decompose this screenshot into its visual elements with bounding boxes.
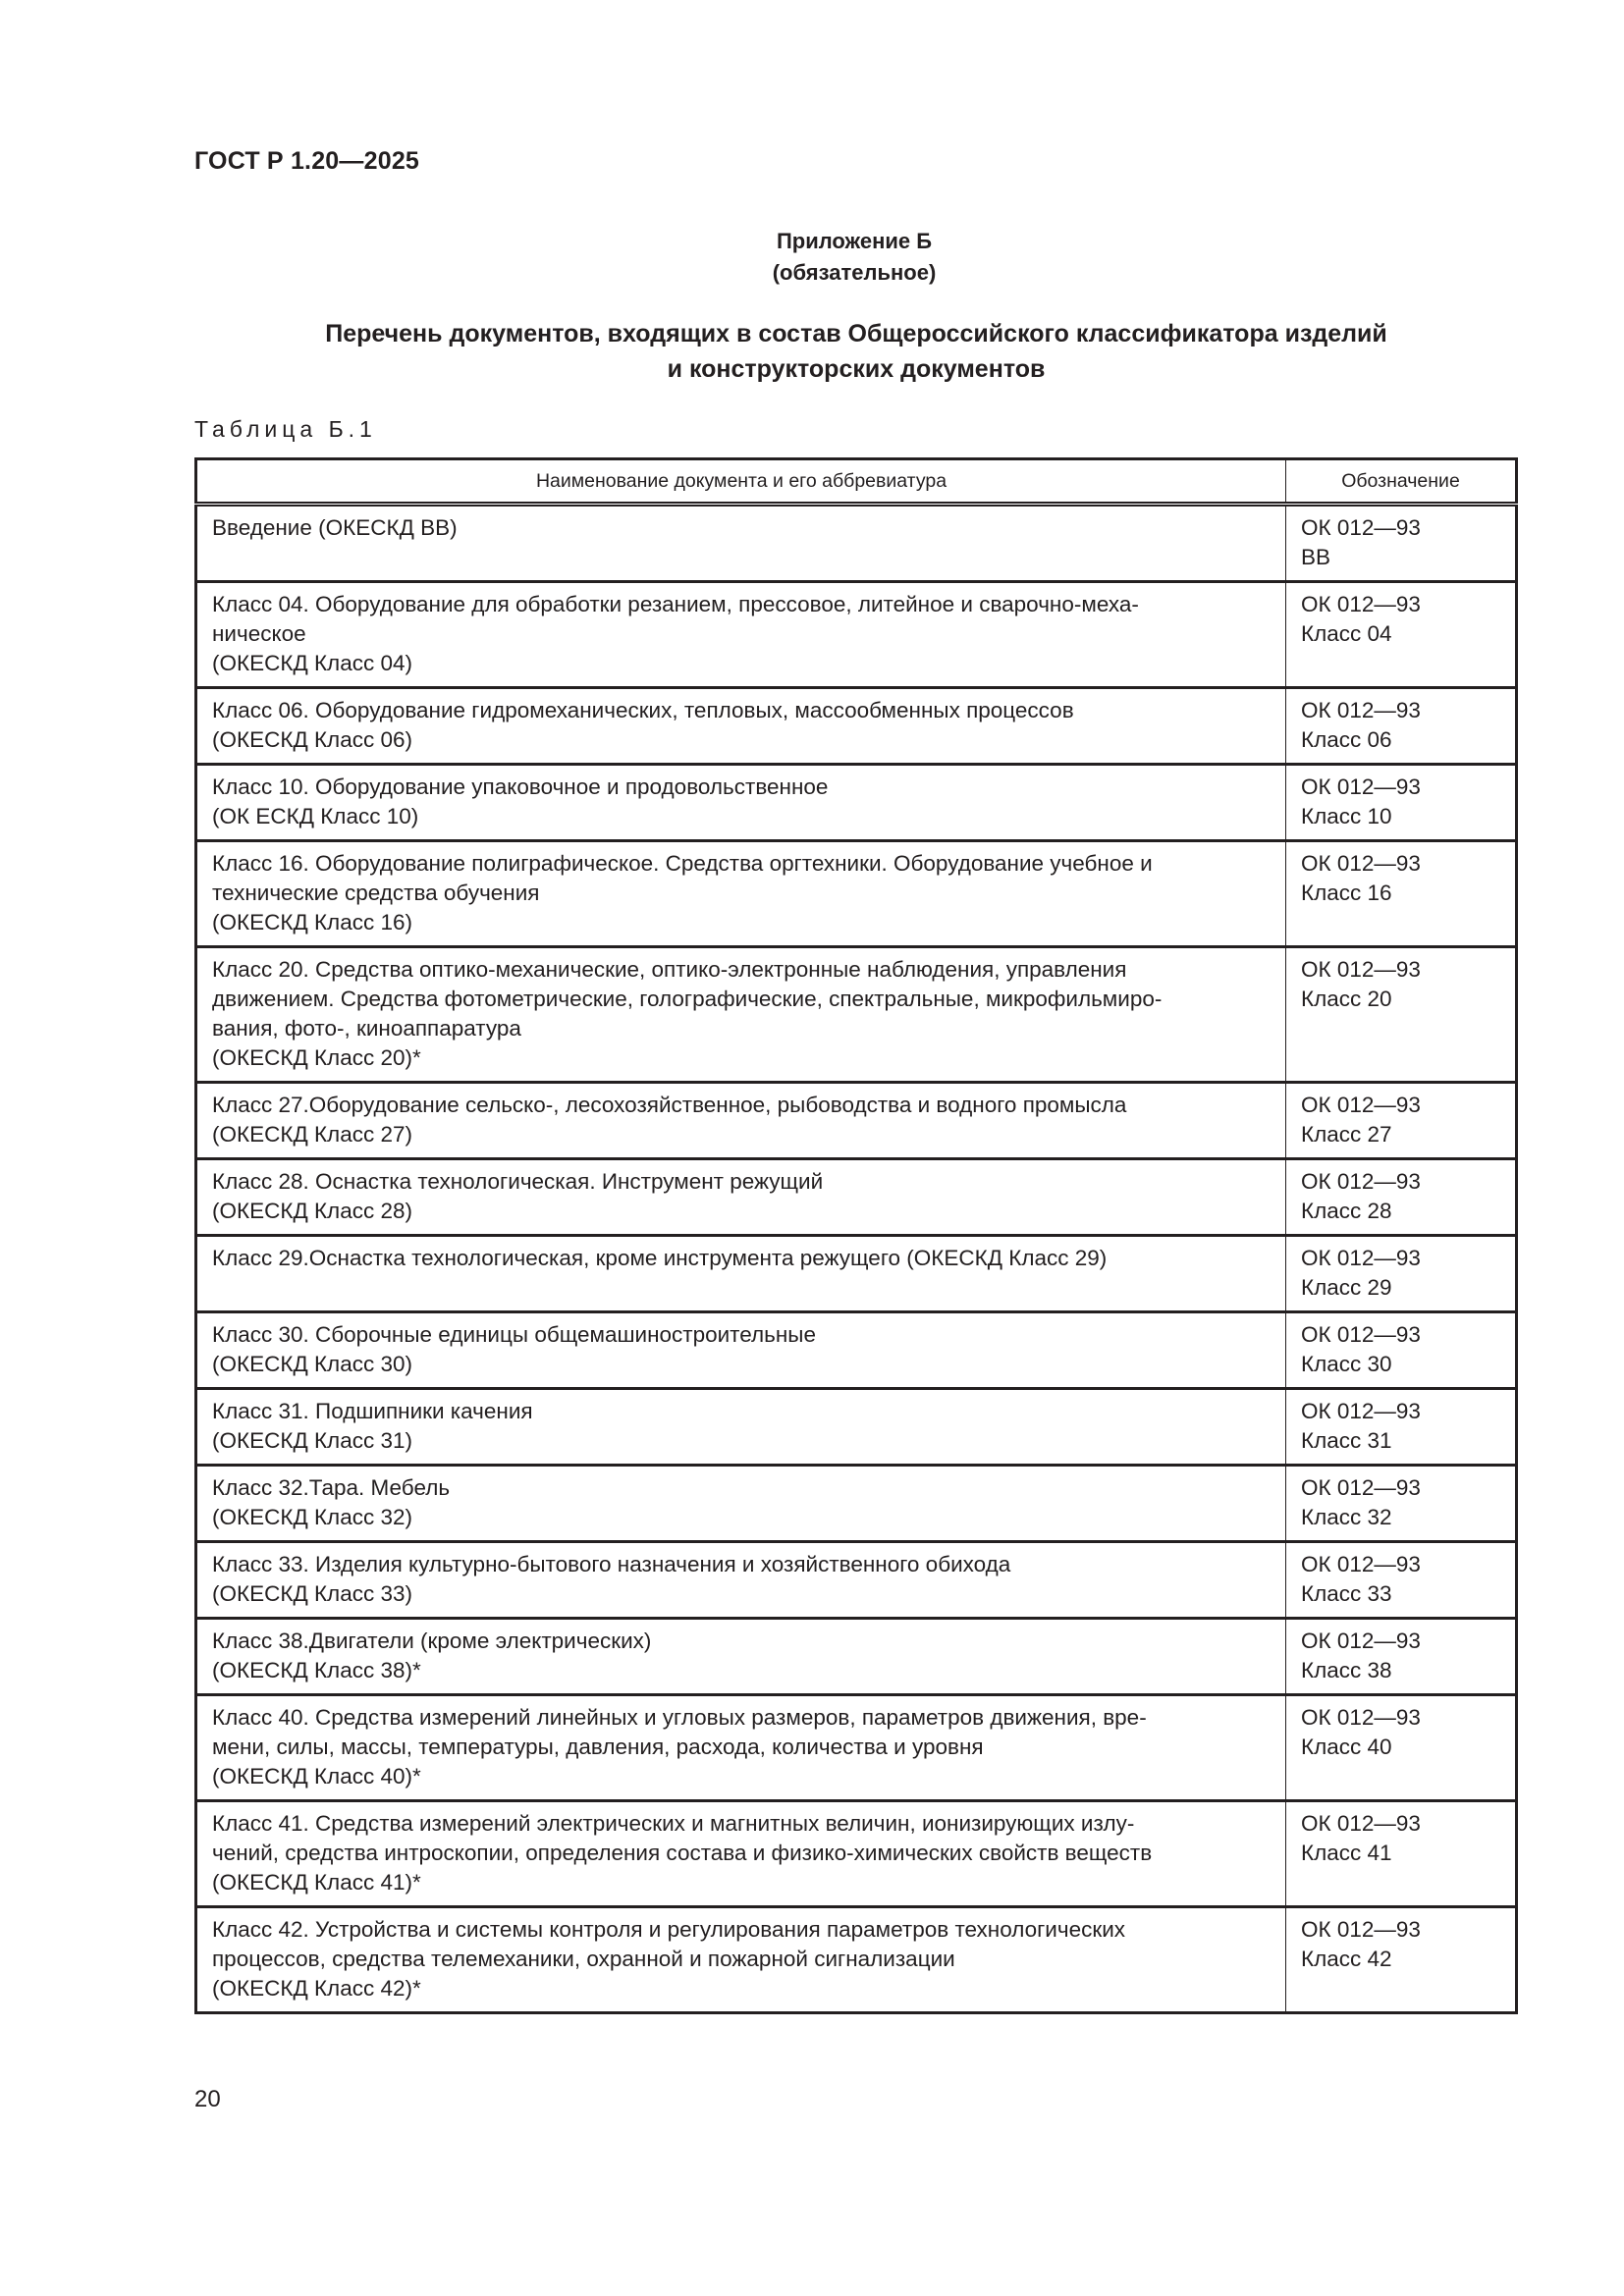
document-id: ГОСТ Р 1.20—2025 (194, 147, 420, 175)
document-name-line: Класс 40. Средства измерений линейных и угловых размеров, параметров движения, вре- (212, 1705, 1147, 1730)
designation-line: ОК 012—93 (1301, 592, 1421, 616)
document-name-cell (196, 1159, 1286, 1236)
document-name-line: мени, силы, массы, температуры, давления, расхода, количества и уровня (212, 1735, 984, 1759)
designation-line: ВВ (1301, 545, 1331, 569)
document-name-line: (ОКЕСКД Класс 16) (212, 910, 412, 934)
document-name-line: Класс 06. Оборудование гидромеханических, тепловых, массообменных процессов (212, 698, 1074, 722)
designation-line: ОК 012—93 (1301, 1169, 1421, 1194)
designation-line: ОК 012—93 (1301, 957, 1421, 982)
designation-line: ОК 012—93 (1301, 1629, 1421, 1653)
designation-line: ОК 012—93 (1301, 1811, 1421, 1836)
table-row (196, 1801, 1517, 1907)
table-row (196, 582, 1517, 688)
designation-line: Класс 41 (1301, 1841, 1392, 1865)
document-name-line: движением. Средства фотометрические, голографические, спектральные, микрофильмиро- (212, 987, 1163, 1011)
document-name-line: Класс 30. Сборочные единицы общемашиностроительные (212, 1322, 816, 1347)
document-name-cell (196, 1695, 1286, 1801)
column-header-name: Наименование документа и его аббревиатура (196, 459, 1286, 505)
document-name-cell (196, 1619, 1286, 1695)
title-line-1: Перечень документов, входящих в состав Общероссийского классификатора изделий (325, 320, 1387, 347)
table-row (196, 1236, 1517, 1312)
designation-cell (1286, 1619, 1517, 1695)
documents-table (194, 457, 1518, 2014)
document-name-line: (ОКЕСКД Класс 38)* (212, 1658, 421, 1682)
table-row (196, 1619, 1517, 1695)
designation-cell (1286, 1236, 1517, 1312)
designation-line: Класс 10 (1301, 804, 1392, 828)
document-name-line: (ОКЕСКД Класс 28) (212, 1199, 412, 1223)
designation-cell (1286, 688, 1517, 765)
document-name-cell (196, 841, 1286, 947)
document-name-cell (196, 765, 1286, 841)
designation-cell (1286, 1083, 1517, 1159)
designation-line: Класс 38 (1301, 1658, 1392, 1682)
table-row (196, 947, 1517, 1083)
document-name-line: (ОКЕСКД Класс 32) (212, 1505, 412, 1529)
document-name-cell (196, 1236, 1286, 1312)
designation-line: Класс 28 (1301, 1199, 1392, 1223)
document-name-line: Класс 38.Двигатели (кроме электрических) (212, 1629, 652, 1653)
table-row (196, 505, 1517, 582)
designation-line: ОК 012—93 (1301, 1705, 1421, 1730)
document-name-cell (196, 1801, 1286, 1907)
document-name-line: Класс 20. Средства оптико-механические, оптико-электронные наблюдения, управления (212, 957, 1127, 982)
designation-line: Класс 30 (1301, 1352, 1392, 1376)
designation-line: Класс 31 (1301, 1428, 1392, 1453)
table-body (196, 505, 1517, 2013)
page-number: 20 (194, 2086, 221, 2112)
designation-line: ОК 012—93 (1301, 1552, 1421, 1576)
document-name-line: Класс 33. Изделия культурно-бытового назначения и хозяйственного обихода (212, 1552, 1011, 1576)
document-name-line: Класс 32.Тара. Мебель (212, 1475, 451, 1500)
table-header-row (196, 459, 1517, 505)
table-row (196, 1907, 1517, 2013)
appendix-label: Приложение Б (776, 229, 933, 253)
document-name-line: Введение (ОКЕСКД ВВ) (212, 515, 458, 540)
document-name-line: чений, средства интроскопии, определения состава и физико-химических свойств веществ (212, 1841, 1153, 1865)
designation-line: Класс 29 (1301, 1275, 1392, 1300)
table-row (196, 1159, 1517, 1236)
document-name-line: технические средства обучения (212, 881, 540, 905)
table-row (196, 1083, 1517, 1159)
document-name-line: (ОКЕСКД Класс 41)* (212, 1870, 421, 1895)
designation-line: ОК 012—93 (1301, 1322, 1421, 1347)
document-name-line: (ОКЕСКД Класс 27) (212, 1122, 412, 1147)
appendix-heading (0, 226, 1624, 289)
document-name-line: (ОКЕСКД Класс 42)* (212, 1976, 421, 2001)
table-row (196, 1695, 1517, 1801)
title-line-2: и конструкторских документов (667, 355, 1046, 383)
table-row (196, 765, 1517, 841)
document-name-line: Класс 42. Устройства и системы контроля и регулирования параметров технологических (212, 1917, 1126, 1942)
designation-cell (1286, 947, 1517, 1083)
designation-line: ОК 012—93 (1301, 515, 1421, 540)
document-name-cell (196, 1083, 1286, 1159)
document-name-line: вания, фото-, киноаппаратура (212, 1016, 521, 1041)
designation-line: Класс 27 (1301, 1122, 1392, 1147)
designation-line: Класс 33 (1301, 1581, 1392, 1606)
document-name-line: Класс 28. Оснастка технологическая. Инструмент режущий (212, 1169, 824, 1194)
document-name-cell (196, 505, 1286, 582)
document-name-cell (196, 1466, 1286, 1542)
document-name-line: (ОКЕСКД Класс 40)* (212, 1764, 421, 1789)
document-name-cell (196, 1542, 1286, 1619)
document-name-line: Класс 04. Оборудование для обработки резанием, прессовое, литейное и сварочно-меха- (212, 592, 1139, 616)
designation-line: Класс 20 (1301, 987, 1392, 1011)
designation-line: ОК 012—93 (1301, 851, 1421, 876)
table-row (196, 688, 1517, 765)
designation-line: ОК 012—93 (1301, 1246, 1421, 1270)
document-name-cell (196, 688, 1286, 765)
document-name-line: (ОКЕСКД Класс 31) (212, 1428, 412, 1453)
designation-cell (1286, 1907, 1517, 2013)
document-name-cell (196, 1907, 1286, 2013)
document-name-line: (ОКЕСКД Класс 20)* (212, 1045, 421, 1070)
designation-line: Класс 32 (1301, 1505, 1392, 1529)
designation-line: Класс 40 (1301, 1735, 1392, 1759)
document-name-line: (ОК ЕСКД Класс 10) (212, 804, 419, 828)
column-header-code: Обозначение (1286, 459, 1517, 505)
designation-line: Класс 06 (1301, 727, 1392, 752)
document-name-line: Класс 10. Оборудование упаковочное и продовольственное (212, 774, 829, 799)
designation-cell (1286, 505, 1517, 582)
designation-line: Класс 16 (1301, 881, 1392, 905)
designation-line: Класс 04 (1301, 621, 1392, 646)
section-title (194, 316, 1518, 387)
designation-line: ОК 012—93 (1301, 1917, 1421, 1942)
designation-line: ОК 012—93 (1301, 698, 1421, 722)
document-name-line: Класс 29.Оснастка технологическая, кроме инструмента режущего (ОКЕСКД Класс 29) (212, 1246, 1108, 1270)
designation-cell (1286, 1389, 1517, 1466)
document-name-line: (ОКЕСКД Класс 04) (212, 651, 412, 675)
designation-line: ОК 012—93 (1301, 774, 1421, 799)
table-caption: Таблица Б.1 (194, 416, 377, 442)
document-name-line: Класс 16. Оборудование полиграфическое. Средства оргтехники. Оборудование учебное и (212, 851, 1153, 876)
document-name-line: (ОКЕСКД Класс 33) (212, 1581, 412, 1606)
document-name-cell (196, 947, 1286, 1083)
designation-cell (1286, 1695, 1517, 1801)
designation-cell (1286, 1542, 1517, 1619)
document-name-line: (ОКЕСКД Класс 30) (212, 1352, 412, 1376)
appendix-status: (обязательное) (772, 260, 937, 285)
document-name-line: Класс 41. Средства измерений электрических и магнитных величин, ионизирующих излу- (212, 1811, 1135, 1836)
designation-line: Класс 42 (1301, 1947, 1392, 1971)
designation-line: ОК 012—93 (1301, 1093, 1421, 1117)
table-row (196, 841, 1517, 947)
designation-cell (1286, 1466, 1517, 1542)
designation-line: ОК 012—93 (1301, 1475, 1421, 1500)
table-row (196, 1312, 1517, 1389)
designation-cell (1286, 841, 1517, 947)
document-name-cell (196, 582, 1286, 688)
document-name-line: (ОКЕСКД Класс 06) (212, 727, 412, 752)
designation-cell (1286, 1312, 1517, 1389)
document-name-line: процессов, средства телемеханики, охранной и пожарной сигнализации (212, 1947, 955, 1971)
designation-line: ОК 012—93 (1301, 1399, 1421, 1423)
document-name-line: Класс 27.Оборудование сельско-, лесохозяйственное, рыбоводства и водного промысла (212, 1093, 1127, 1117)
document-name-cell (196, 1389, 1286, 1466)
designation-cell (1286, 765, 1517, 841)
designation-cell (1286, 1159, 1517, 1236)
table-row (196, 1466, 1517, 1542)
document-name-line: ническое (212, 621, 306, 646)
table-row (196, 1389, 1517, 1466)
document-name-line: Класс 31. Подшипники качения (212, 1399, 533, 1423)
designation-cell (1286, 582, 1517, 688)
document-name-cell (196, 1312, 1286, 1389)
designation-cell (1286, 1801, 1517, 1907)
table-row (196, 1542, 1517, 1619)
